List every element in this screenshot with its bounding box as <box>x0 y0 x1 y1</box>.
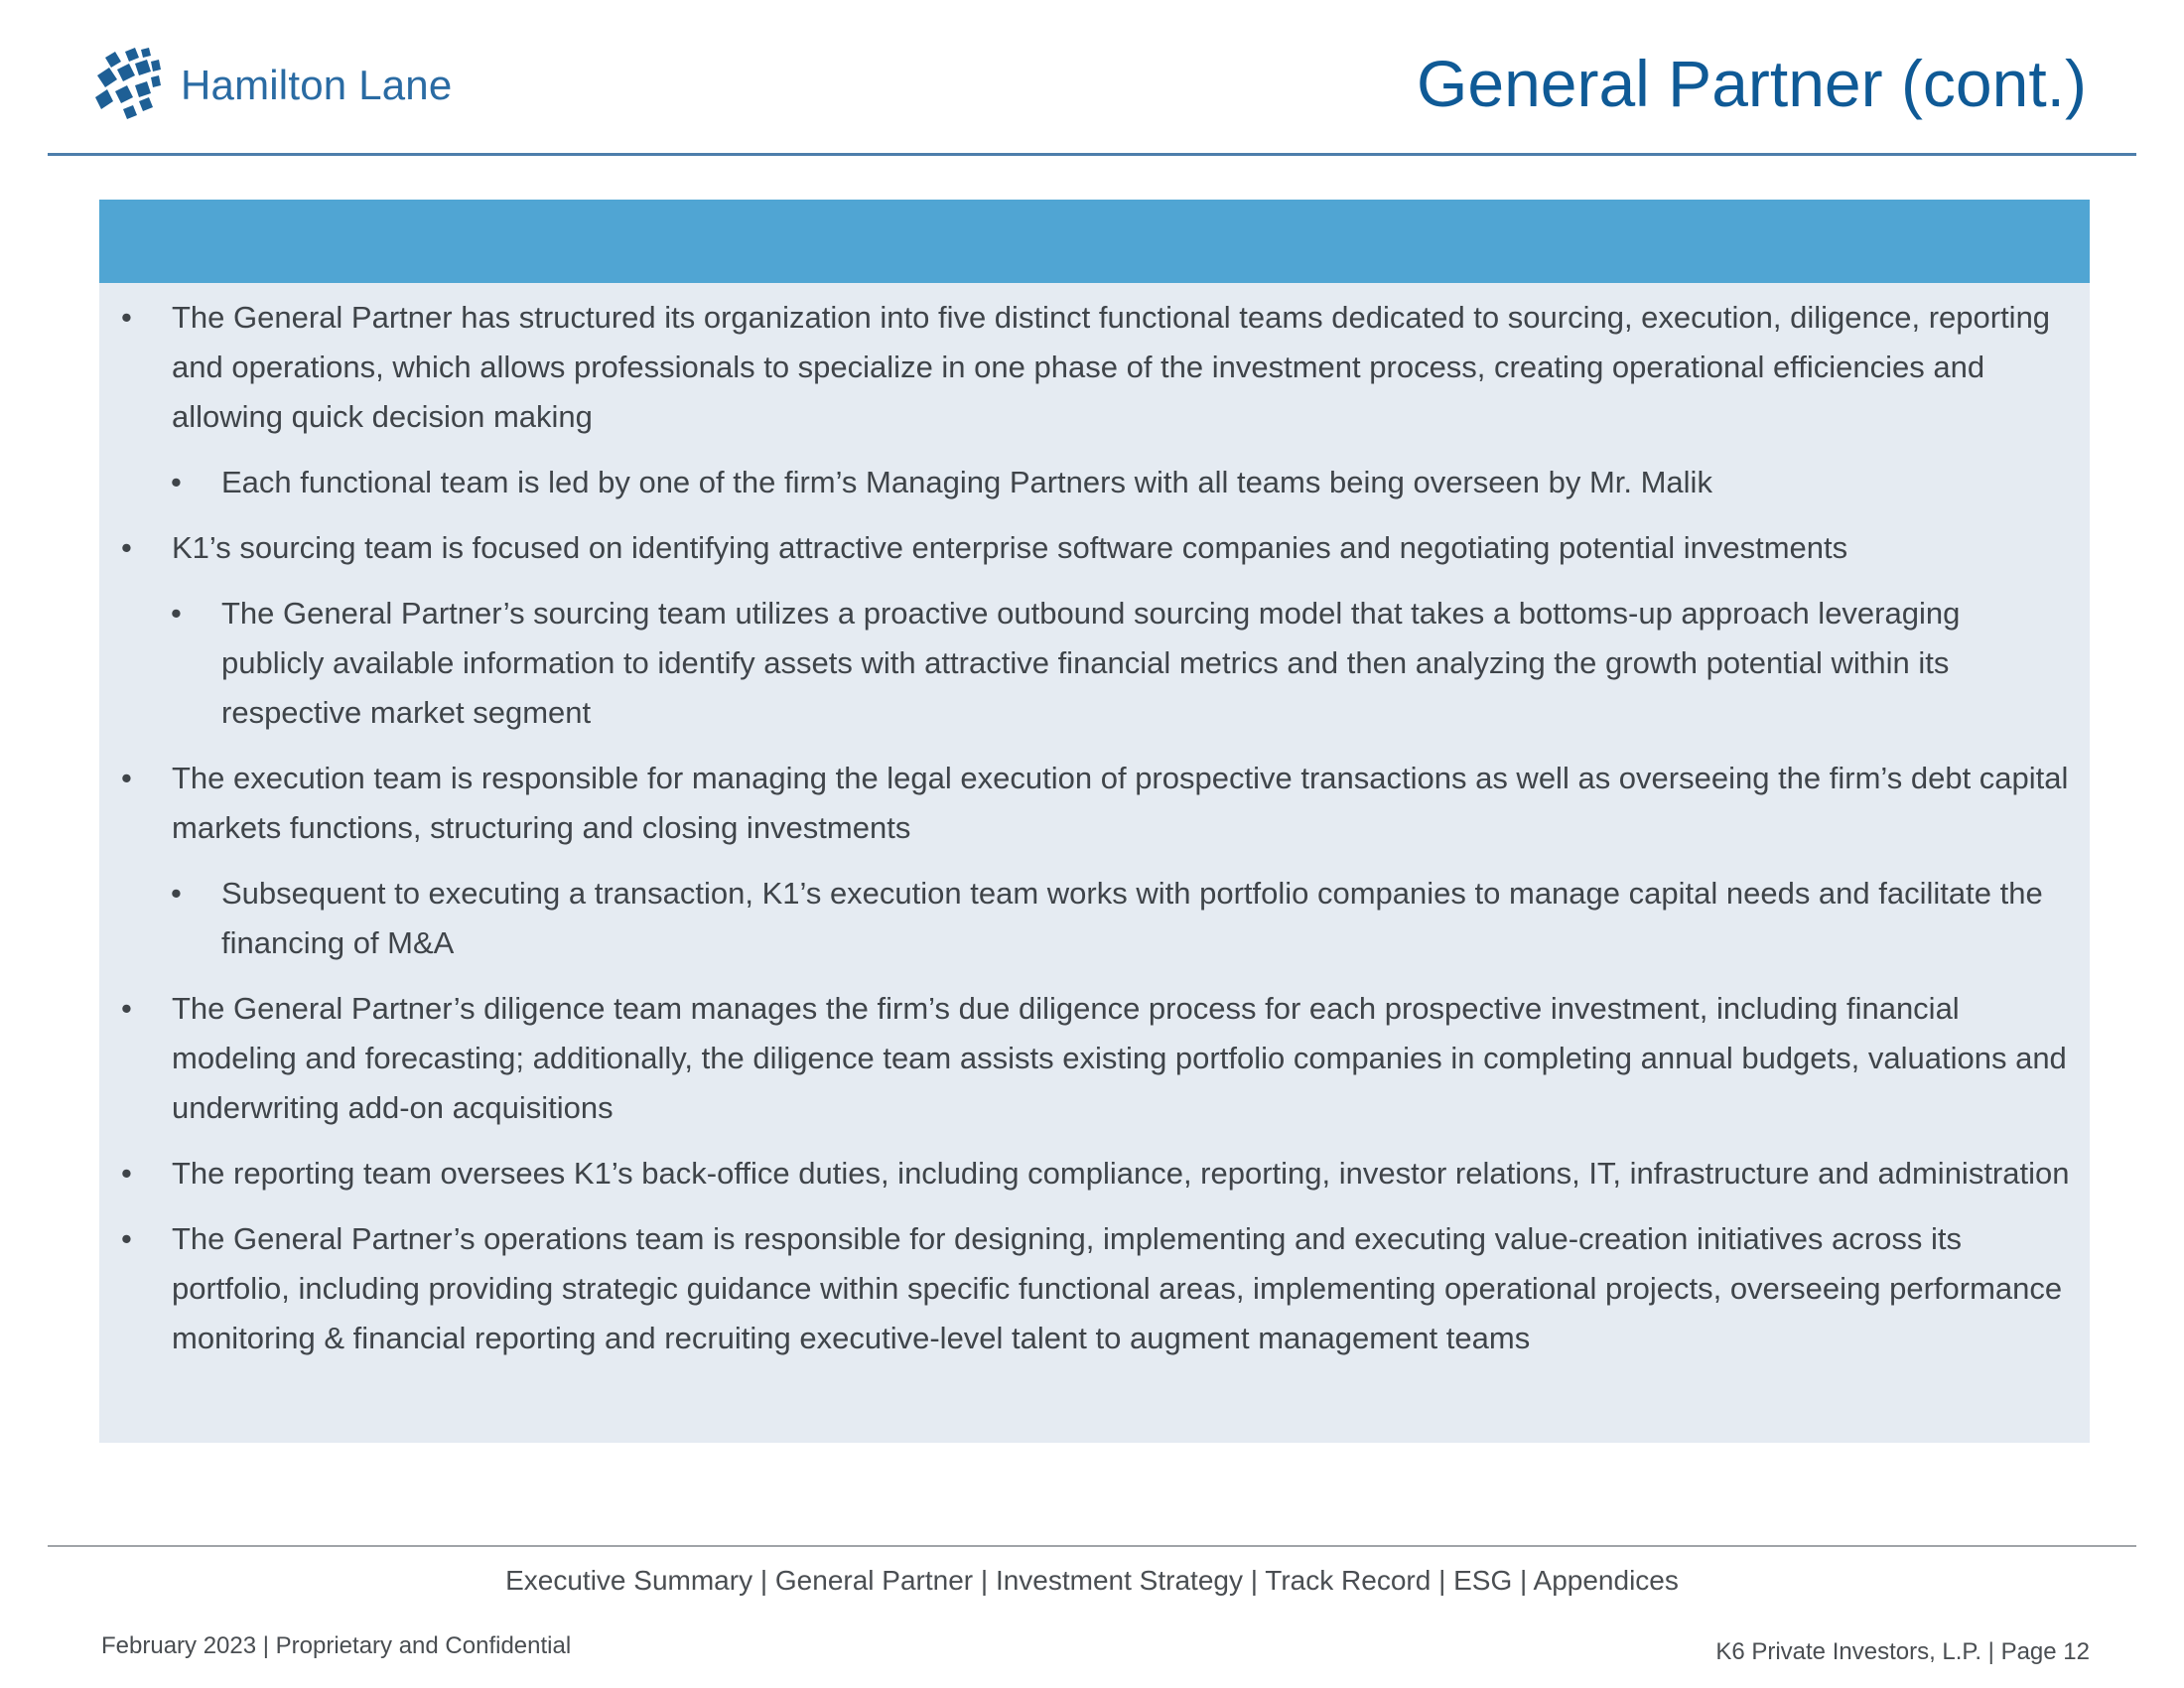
bullet-text: The reporting team oversees K1’s back-office duties, including compliance, reporting, investor relations, IT, infrastructure and administration <box>172 1156 2070 1191</box>
bullet-text: K1’s sourcing team is focused on identifying attractive enterprise software companies and negotiating potential investments <box>172 530 1848 565</box>
bullet-dot-icon: • <box>121 761 132 795</box>
page-title: General Partner (cont.) <box>1417 47 2087 120</box>
bullet-dot-icon: • <box>121 1221 132 1256</box>
bullet-text: Subsequent to executing a transaction, K1’s execution team works with portfolio companies to manage capital needs and facilitate the financing of M&A <box>221 876 2043 960</box>
bullet-dot-icon: • <box>121 1156 132 1191</box>
bullet-dot-icon: • <box>121 300 132 335</box>
hamilton-lane-logo-icon <box>95 48 167 123</box>
bullet-dot-icon: • <box>121 991 132 1026</box>
bullet-item <box>99 293 2090 442</box>
logo-text: Hamilton Lane <box>181 62 453 108</box>
bullet-text: The execution team is responsible for managing the legal execution of prospective transactions as well as overseeing the firm’s debt capital markets functions, structuring and closing investments <box>172 761 2069 845</box>
sub-bullet-item <box>99 589 2090 738</box>
bullet-item <box>99 1149 2090 1198</box>
footer-navigation: Executive Summary | General Partner | Investment Strategy | Track Record | ESG | Appendices <box>505 1565 1679 1596</box>
sub-bullet-item <box>99 458 2090 507</box>
content-panel <box>99 200 2090 1443</box>
footer-date-confidential: February 2023 | Proprietary and Confidential <box>101 1632 572 1659</box>
bullet-list <box>99 293 2090 1379</box>
footer-divider <box>48 1545 2136 1547</box>
bullet-dot-icon: • <box>171 596 182 631</box>
bullet-text: The General Partner’s diligence team manages the firm’s due diligence process for each prospective investment, including financial modeling and forecasting; additionally, the diligence team assists existing portfolio companies in completing annual budgets, valuations and underwriting add-on acquisitions <box>172 991 2067 1125</box>
sub-bullet-item <box>99 869 2090 968</box>
panel-header-band <box>99 200 2090 283</box>
bullet-item <box>99 984 2090 1133</box>
bullet-text: Each functional team is led by one of the firm’s Managing Partners with all teams being overseen by Mr. Malik <box>221 465 1712 499</box>
bullet-text: The General Partner has structured its organization into five distinct functional teams dedicated to sourcing, execution, diligence, reporting and operations, which allows professionals to specialize in one phase of the investment process, creating operational efficiencies and allowing quick decision making <box>172 300 2051 434</box>
company-logo <box>95 48 452 123</box>
bullet-item <box>99 754 2090 853</box>
bullet-dot-icon: • <box>171 876 182 911</box>
bullet-text: The General Partner’s sourcing team utilizes a proactive outbound sourcing model that takes a bottoms-up approach leveraging publicly available information to identify assets with attractive financial metrics and then analyzing the growth potential within its respective market segment <box>221 596 1961 730</box>
footer-page-number: K6 Private Investors, L.P. | Page 12 <box>1715 1638 2090 1665</box>
bullet-dot-icon: • <box>121 530 132 565</box>
bullet-item <box>99 1214 2090 1363</box>
bullet-item <box>99 523 2090 573</box>
bullet-dot-icon: • <box>171 465 182 499</box>
bullet-text: The General Partner’s operations team is responsible for designing, implementing and executing value-creation initiatives across its portfolio, including providing strategic guidance within specific functional areas, implementing operational projects, overseeing performance monitoring & financial reporting and recruiting executive-level talent to augment management teams <box>172 1221 2063 1355</box>
header-divider <box>48 153 2136 156</box>
